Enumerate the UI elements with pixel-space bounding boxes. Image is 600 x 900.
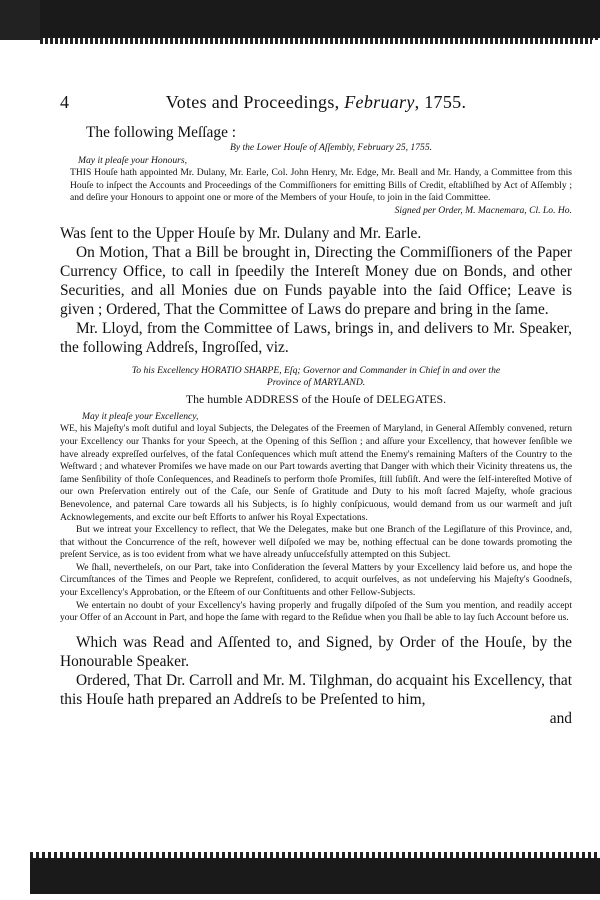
proceeding-motion: On Motion, That a Bill be brought in, Directing the Commiſſioners of the Paper Currency Office, to call in ſpeedily the Intereſt Money due on Bonds, and other Securities, and all Monies due on Funds payable into the ſaid Office; Leave is given ; Ordered, That the Committee of Laws do prepare and bring in the ſame. — [60, 243, 572, 318]
running-head-year: , 1755. — [414, 92, 467, 112]
proceeding-address-delivered: Mr. Lloyd, from the Committee of Laws, brings in, and delivers to Mr. Speaker, the following Addreſs, Ingroſſed, viz. — [60, 319, 572, 356]
catchword: and — [549, 709, 572, 727]
page-number: 4 — [60, 92, 69, 112]
message-dateline: By the Lower Houſe of Aſſembly, February 25, 1755. — [229, 142, 433, 153]
proceeding-sent: Was ſent to the Upper Houſe by Mr. Dulany and Mr. Earle. — [60, 224, 422, 242]
address-salutation: May it pleaſe your Excellency, — [82, 410, 199, 422]
document-page — [60, 92, 572, 728]
address-paragraph-2: But we intreat your Excellency to reflect, that We the Delegates, make but one Branch of the Legiſlature of this Province, and, that without the Concurrence of the reſt, however well diſpoſed we may be, nothing effectual can be done towards promoting the preſent Service, as is too evident from what we have already unſucceſsfully attempted on this Subject. — [60, 524, 572, 561]
address-recipient-line2: Province of MARYLAND. — [266, 377, 366, 389]
scan-border-top — [40, 0, 600, 40]
closing-assent: Which was Read and Aſſented to, and Signed, by Order of the Houſe, by the Honourable Speaker. — [60, 633, 572, 670]
scan-border-corner — [0, 0, 40, 40]
address-paragraph-1: WE, his Majeſty's moſt dutiful and loyal Subjects, the Delegates of the Freemen of Maryland, in General Aſſembly convened, return your Excellency our Thanks for your Speech, at the Opening of this Seſſion ; and aſſure your Excellency, that however ſenſible we have already expreſſed ourſelves, of the fatal Conſequences which muſt attend the Enemy's remaining Maſters of the Country to the Weſtward ; and whatever Promiſes we have made on our Part towards averting that Danger with which their Vicinity threatens us, the ſame Senſibility of thoſe Conſequences, and Readineſs to perform thoſe Promiſes, ſtill ſubſiſt. And were the ſelf-intereſted Motive of our own Preſervation entirely out of the Caſe, our Senſe of Gratitude and Duty to his moſt ſacred Majeſty, whoſe gracious Benevolence, and paternal Care towards all his Subjects, is ſo highly conſpicuous, would demand from us our warmeſt and juſt Acknowlegements, and excite our beſt Efforts to anſwer his Royal Expectations. — [60, 423, 572, 523]
address-paragraph-4: We entertain no doubt of your Excellency's having properly and frugally diſpoſed of the Sum you mention, and readily accept your Offer of an Account in Part, and hope the ſame with regard to the Reſidue when you ſhall be able to lay ſuch Account before us. — [60, 599, 572, 624]
address-title: The humble ADDRESS of the Houſe of DELEGATES. — [185, 391, 447, 406]
running-head-text: Votes and Proceedings, — [165, 92, 345, 112]
address-paragraph-3: We ſhall, nevertheleſs, on our Part, take into Conſideration the ſeveral Matters by your Excellency laid before us, and hope the Circumſtances of the Times and People we Repreſent, conſidered, to acquit ourſelves, as not undeſerving his Majeſty's Goodneſs, your Excellency's Approbation, or the Eſteem of our Conſtituents and other Fellow-Subjects. — [60, 561, 572, 599]
running-head-month: February — [344, 92, 415, 112]
message-body: THIS Houſe hath appointed Mr. Dulany, Mr. Earle, Col. John Henry, Mr. Edge, Mr. Beall and Mr. Handy, a Committee from this Houſe to inſpect the Accounts and Proceedings of the Commiſſioners for emitting Bills of Credit, eſtabliſhed by Act of Aſſembly ; and deſire your Honours to appoint one or more of the Members of your Houſe, to join in the ſaid Committee. — [70, 167, 572, 204]
message-intro: The following Meſſage : — [86, 124, 237, 141]
closing-order: Ordered, That Dr. Carroll and Mr. M. Tilghman, do acquaint his Excellency, that this Houſe hath prepared an Addreſs to be Preſented to him, — [60, 671, 572, 708]
running-head — [60, 92, 572, 113]
scan-border-bottom — [30, 858, 600, 894]
message-signature: Signed per Order, M. Macnemara, Cl. Lo. Ho. — [394, 204, 572, 216]
scan-border-right — [592, 40, 600, 860]
address-recipient-line1: To his Excellency HORATIO SHARPE, Eſq; Governor and Commander in Chief in and over the — [131, 364, 501, 376]
page-edge-top — [40, 38, 600, 44]
message-salutation: May it pleaſe your Honours, — [78, 154, 187, 166]
